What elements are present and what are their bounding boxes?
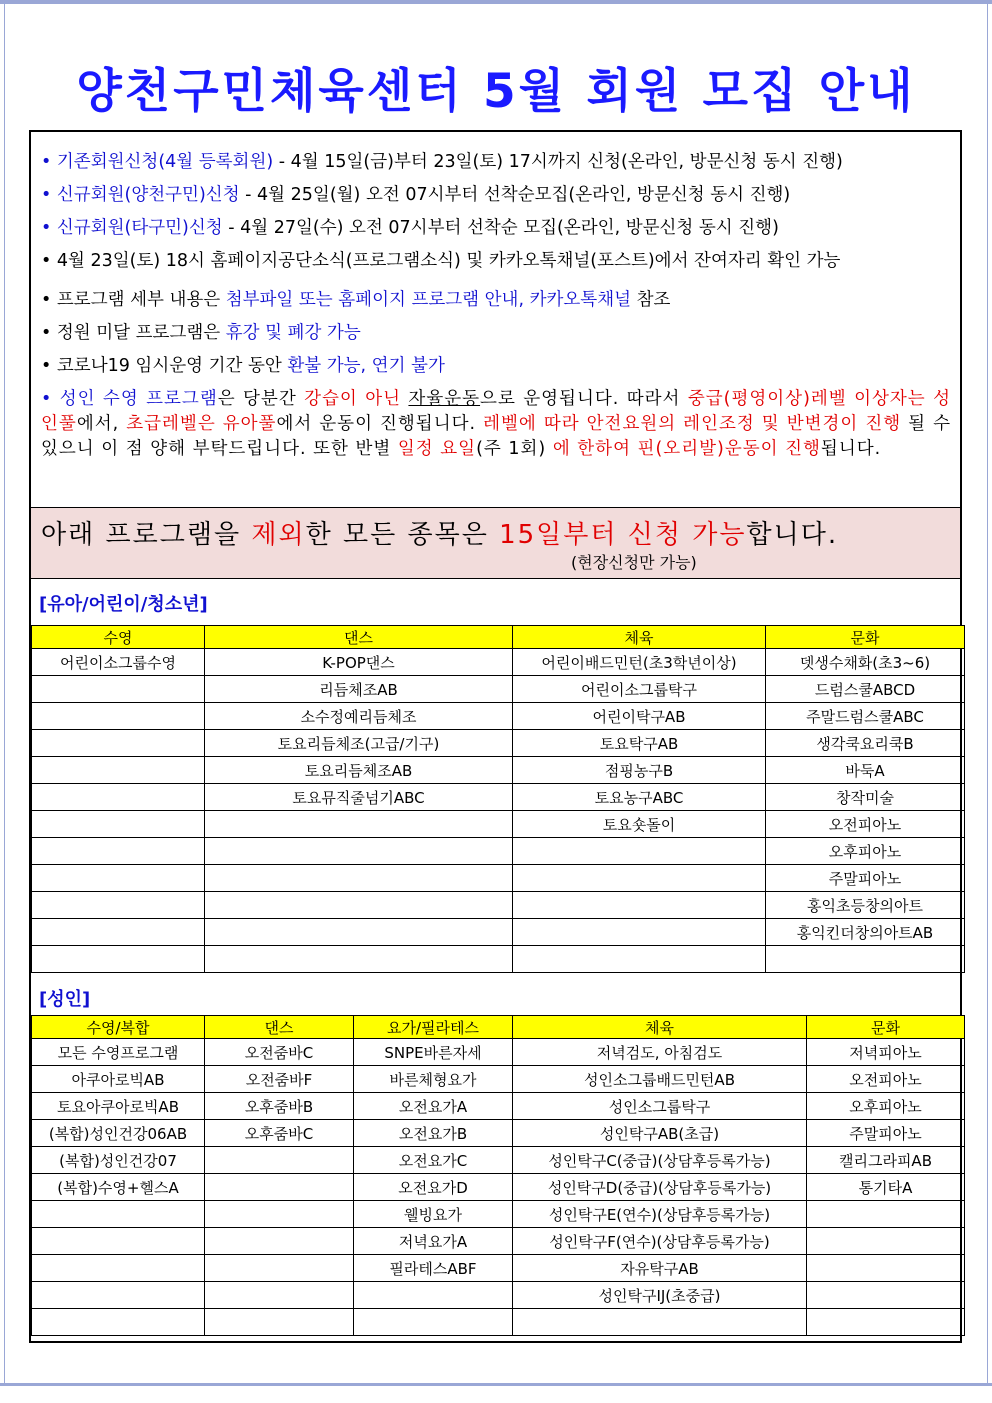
notice-label: 신규회원(양천구민)신청 bbox=[56, 185, 240, 205]
program-cell: 어린이소그룹수영 bbox=[32, 649, 205, 676]
content-box bbox=[29, 130, 962, 1343]
table-row bbox=[32, 676, 965, 703]
banner-part: 한 모든 종목은 bbox=[305, 520, 500, 550]
table-row bbox=[32, 1255, 965, 1282]
notice-text: 에서 운동이 진행됩니다. bbox=[276, 414, 484, 434]
program-cell bbox=[807, 1255, 965, 1282]
notice-text: (주 1회) bbox=[476, 439, 553, 459]
table-row bbox=[32, 1039, 965, 1066]
program-cell bbox=[32, 1282, 205, 1309]
notice-text: - 4월 27일(수) 오전 07시부터 선착순 모집(온라인, 방문신청 동시 진행) bbox=[222, 218, 779, 238]
program-cell: 오전피아노 bbox=[766, 811, 965, 838]
table-row bbox=[32, 892, 965, 919]
program-cell: 오전요가D bbox=[354, 1174, 513, 1201]
program-cell: 성인탁구E(연수)(상담후등록가능) bbox=[513, 1201, 807, 1228]
program-cell bbox=[807, 1309, 965, 1336]
table-row bbox=[32, 1228, 965, 1255]
program-cell bbox=[205, 1255, 354, 1282]
program-cell: 성인탁구AB(초급) bbox=[513, 1120, 807, 1147]
banner-text bbox=[41, 514, 838, 551]
program-cell bbox=[32, 676, 205, 703]
notice-highlight: 강습이 아닌 bbox=[304, 389, 409, 409]
column-header: 문화 bbox=[807, 1016, 965, 1039]
program-cell: 저녁검도, 아침검도 bbox=[513, 1039, 807, 1066]
table-row bbox=[32, 730, 965, 757]
table-row bbox=[32, 1093, 965, 1120]
program-cell: (복합)성인건강06AB bbox=[32, 1120, 205, 1147]
program-cell bbox=[32, 784, 205, 811]
page-frame-left bbox=[4, 4, 5, 1383]
program-cell: 토요탁구AB bbox=[513, 730, 766, 757]
table-row bbox=[32, 1282, 965, 1309]
program-cell: 토요아쿠아로빅AB bbox=[32, 1093, 205, 1120]
program-cell bbox=[205, 919, 513, 946]
notice-highlight: 레벨에 따라 안전요원의 레인조정 및 반변경이 진행 bbox=[483, 414, 902, 434]
program-cell bbox=[32, 892, 205, 919]
notice-text: • 프로그램 세부 내용은 bbox=[41, 290, 226, 310]
column-header: 문화 bbox=[766, 626, 965, 649]
bullet: • bbox=[41, 152, 57, 172]
page-title: 양천구민체육센터 5월 회원 모집 안내 bbox=[76, 64, 916, 119]
program-cell: 점핑농구B bbox=[513, 757, 766, 784]
table-row bbox=[32, 649, 965, 676]
program-cell: 성인탁구F(연수)(상담후등록가능) bbox=[513, 1228, 807, 1255]
column-header: 체육 bbox=[513, 1016, 807, 1039]
notice-text: 에서, bbox=[76, 414, 127, 434]
program-cell: 저녁피아노 bbox=[807, 1039, 965, 1066]
program-cell: 뎃생수채화(초3~6) bbox=[766, 649, 965, 676]
youth-program-table bbox=[31, 625, 965, 973]
column-header: 수영/복합 bbox=[32, 1016, 205, 1039]
table-row bbox=[32, 946, 965, 973]
program-cell bbox=[513, 1309, 807, 1336]
column-header: 요가/필라테스 bbox=[354, 1016, 513, 1039]
column-header: 댄스 bbox=[205, 1016, 354, 1039]
notice-label: 기존회원신청(4월 등록회원) bbox=[56, 152, 274, 172]
column-header: 댄스 bbox=[205, 626, 513, 649]
notice-new-other bbox=[41, 212, 951, 245]
table-row bbox=[32, 838, 965, 865]
notice-text: - 4월 15일(금)부터 23일(토) 17시까지 신청(온라인, 방문신청 동시 진행) bbox=[273, 152, 843, 172]
program-cell bbox=[32, 1309, 205, 1336]
program-cell: 바둑A bbox=[766, 757, 965, 784]
table-row bbox=[32, 703, 965, 730]
table-row bbox=[32, 1120, 965, 1147]
program-cell bbox=[205, 838, 513, 865]
notice-highlight: 환불 가능, 연기 불가 bbox=[287, 356, 445, 376]
program-cell bbox=[32, 730, 205, 757]
program-cell: 아쿠아로빅AB bbox=[32, 1066, 205, 1093]
notice-text: 될 수 있으니 이 점 양해 부탁드립니다. 또한 반별 bbox=[41, 414, 951, 459]
program-cell bbox=[205, 1282, 354, 1309]
banner-part: 아래 프로그램을 bbox=[41, 520, 252, 550]
program-cell bbox=[32, 919, 205, 946]
program-cell: 오전피아노 bbox=[807, 1066, 965, 1093]
notice-highlight: 일정 요일 bbox=[397, 439, 477, 459]
bullet: • bbox=[41, 218, 57, 238]
program-cell: 리듬체조AB bbox=[205, 676, 513, 703]
program-cell: 캘리그라피AB bbox=[807, 1147, 965, 1174]
registration-banner bbox=[31, 507, 960, 579]
program-cell bbox=[32, 811, 205, 838]
program-cell: 오전요가C bbox=[354, 1147, 513, 1174]
program-cell: 웰빙요가 bbox=[354, 1201, 513, 1228]
table-row bbox=[32, 1174, 965, 1201]
notice-list bbox=[41, 146, 951, 462]
program-cell bbox=[205, 1228, 354, 1255]
program-cell bbox=[513, 865, 766, 892]
program-cell: (복합)수영+헬스A bbox=[32, 1174, 205, 1201]
program-cell bbox=[807, 1282, 965, 1309]
program-cell bbox=[32, 757, 205, 784]
program-cell: 성인탁구C(중급)(상담후등록가능) bbox=[513, 1147, 807, 1174]
program-cell: 오후줌바C bbox=[205, 1120, 354, 1147]
bullet: • bbox=[41, 185, 57, 205]
program-cell: 자유탁구AB bbox=[513, 1255, 807, 1282]
notice-covid bbox=[41, 350, 951, 383]
program-cell: 토요리듬체조AB bbox=[205, 757, 513, 784]
program-cell bbox=[513, 838, 766, 865]
table-row bbox=[32, 784, 965, 811]
program-cell: 성인탁구D(중급)(상담후등록가능) bbox=[513, 1174, 807, 1201]
column-header: 수영 bbox=[32, 626, 205, 649]
adult-program-table bbox=[31, 1015, 965, 1336]
notice-label: 신규회원(타구민)신청 bbox=[56, 218, 223, 238]
program-cell: 드럼스쿨ABCD bbox=[766, 676, 965, 703]
table-row bbox=[32, 1147, 965, 1174]
program-cell bbox=[807, 1201, 965, 1228]
program-cell: 오전요가B bbox=[354, 1120, 513, 1147]
banner-highlight: 15일부터 신청 가능 bbox=[499, 520, 747, 550]
program-cell: 오전요가A bbox=[354, 1093, 513, 1120]
program-cell bbox=[354, 1309, 513, 1336]
program-cell bbox=[205, 1147, 354, 1174]
banner-note: (현장신청만 가능) bbox=[571, 553, 697, 572]
program-cell bbox=[32, 946, 205, 973]
notice-highlight: 초급레벨은 유아풀 bbox=[126, 414, 277, 434]
program-cell bbox=[32, 703, 205, 730]
page-frame-bottom bbox=[0, 1383, 992, 1386]
bullet: • bbox=[41, 389, 60, 409]
column-header: 체육 bbox=[513, 626, 766, 649]
program-cell bbox=[807, 1228, 965, 1255]
notice-text: • 정원 미달 프로그램은 bbox=[41, 323, 226, 343]
program-cell: 바른체형요가 bbox=[354, 1066, 513, 1093]
banner-highlight: 제외 bbox=[251, 520, 306, 550]
notice-highlight: 첨부파일 또는 홈페이지 프로그램 안내, 카카오톡채널 bbox=[225, 290, 632, 310]
table-row bbox=[32, 811, 965, 838]
program-cell: 주말피아노 bbox=[807, 1120, 965, 1147]
notice-highlight: 중급(평영이상)레벨 이상자는 성인풀 bbox=[41, 389, 951, 434]
program-cell bbox=[766, 946, 965, 973]
notice-text: 됩니다. bbox=[820, 439, 882, 459]
program-cell: 어린이배드민턴(초3학년이상) bbox=[513, 649, 766, 676]
program-cell: 통기타A bbox=[807, 1174, 965, 1201]
notice-new-yangcheon bbox=[41, 179, 951, 212]
program-cell: 필라테스ABF bbox=[354, 1255, 513, 1282]
table-row bbox=[32, 1066, 965, 1093]
table-row bbox=[32, 865, 965, 892]
program-cell bbox=[32, 1255, 205, 1282]
notice-text: • 코로나19 임시운영 기간 동안 bbox=[41, 356, 288, 376]
adult-section-heading: [성인] bbox=[39, 989, 91, 1010]
page-frame-top bbox=[0, 0, 992, 4]
notice-cancellation bbox=[41, 317, 951, 350]
program-cell bbox=[354, 1282, 513, 1309]
program-cell bbox=[205, 811, 513, 838]
program-cell: 홍익초등창의아트 bbox=[766, 892, 965, 919]
notice-text: - 4월 25일(월) 오전 07시부터 선착순모집(온라인, 방문신청 동시 진행) bbox=[239, 185, 791, 205]
program-cell: 오전줌바F bbox=[205, 1066, 354, 1093]
program-cell: 주말드럼스쿨ABC bbox=[766, 703, 965, 730]
program-cell bbox=[513, 946, 766, 973]
program-cell: 토요뮤직줄넘기ABC bbox=[205, 784, 513, 811]
notice-existing-members bbox=[41, 146, 951, 179]
table-row bbox=[32, 1201, 965, 1228]
program-cell: 창작미술 bbox=[766, 784, 965, 811]
program-cell: 오후피아노 bbox=[807, 1093, 965, 1120]
program-cell bbox=[32, 1201, 205, 1228]
program-cell bbox=[32, 865, 205, 892]
program-cell bbox=[205, 892, 513, 919]
program-cell: 토요숏돌이 bbox=[513, 811, 766, 838]
program-cell: (복합)성인건강07 bbox=[32, 1147, 205, 1174]
program-cell: 토요리듬체조(고급/기구) bbox=[205, 730, 513, 757]
program-cell: 소수정예리듬체조 bbox=[205, 703, 513, 730]
notice-text: 참조 bbox=[631, 290, 671, 310]
banner-part: 합니다. bbox=[746, 520, 839, 550]
table-row bbox=[32, 1309, 965, 1336]
program-cell: 저녁요가A bbox=[354, 1228, 513, 1255]
notice-highlight: 에 한하여 핀(오리발)운동이 진행 bbox=[552, 439, 821, 459]
program-cell bbox=[513, 919, 766, 946]
program-cell: 오후줌바B bbox=[205, 1093, 354, 1120]
program-cell: 오후피아노 bbox=[766, 838, 965, 865]
notice-highlight: 휴강 및 폐강 가능 bbox=[225, 323, 361, 343]
program-cell: 주말피아노 bbox=[766, 865, 965, 892]
program-cell: 성인탁구IJ(초중급) bbox=[513, 1282, 807, 1309]
notice-highlight: 성인 수영 프로그램 bbox=[59, 389, 218, 409]
notice-program-details bbox=[41, 284, 951, 317]
program-cell: SNPE바른자세 bbox=[354, 1039, 513, 1066]
program-cell: K-POP댄스 bbox=[205, 649, 513, 676]
notice-swim-paragraph bbox=[41, 387, 951, 462]
program-cell bbox=[205, 1201, 354, 1228]
notice-remaining-seats: • 4월 23일(토) 18시 홈페이지공단소식(프로그램소식) 및 카카오톡채널(포스트)에서 잔여자리 확인 가능 bbox=[41, 251, 841, 271]
program-cell: 홍익킨더창의아트AB bbox=[766, 919, 965, 946]
program-cell: 생각쿡요리쿡B bbox=[766, 730, 965, 757]
program-cell bbox=[32, 838, 205, 865]
table-row bbox=[32, 919, 965, 946]
program-cell: 토요농구ABC bbox=[513, 784, 766, 811]
program-cell bbox=[205, 865, 513, 892]
notice-underlined: 자율운동 bbox=[408, 389, 481, 409]
table-row bbox=[32, 757, 965, 784]
program-cell bbox=[513, 892, 766, 919]
program-cell: 어린이소그룹탁구 bbox=[513, 676, 766, 703]
program-cell bbox=[205, 946, 513, 973]
program-cell bbox=[205, 1309, 354, 1336]
program-cell: 모든 수영프로그램 bbox=[32, 1039, 205, 1066]
page-frame-right bbox=[987, 4, 988, 1383]
program-cell: 성인소그룹탁구 bbox=[513, 1093, 807, 1120]
notice-text: 은 당분간 bbox=[217, 389, 305, 409]
youth-section-heading: [유아/어린이/청소년] bbox=[39, 594, 208, 615]
program-cell bbox=[205, 1174, 354, 1201]
program-cell: 어린이탁구AB bbox=[513, 703, 766, 730]
program-cell bbox=[32, 1228, 205, 1255]
program-cell: 오전줌바C bbox=[205, 1039, 354, 1066]
program-cell: 성인소그룹배드민턴AB bbox=[513, 1066, 807, 1093]
notice-text: 으로 운영됩니다. 따라서 bbox=[480, 389, 688, 409]
